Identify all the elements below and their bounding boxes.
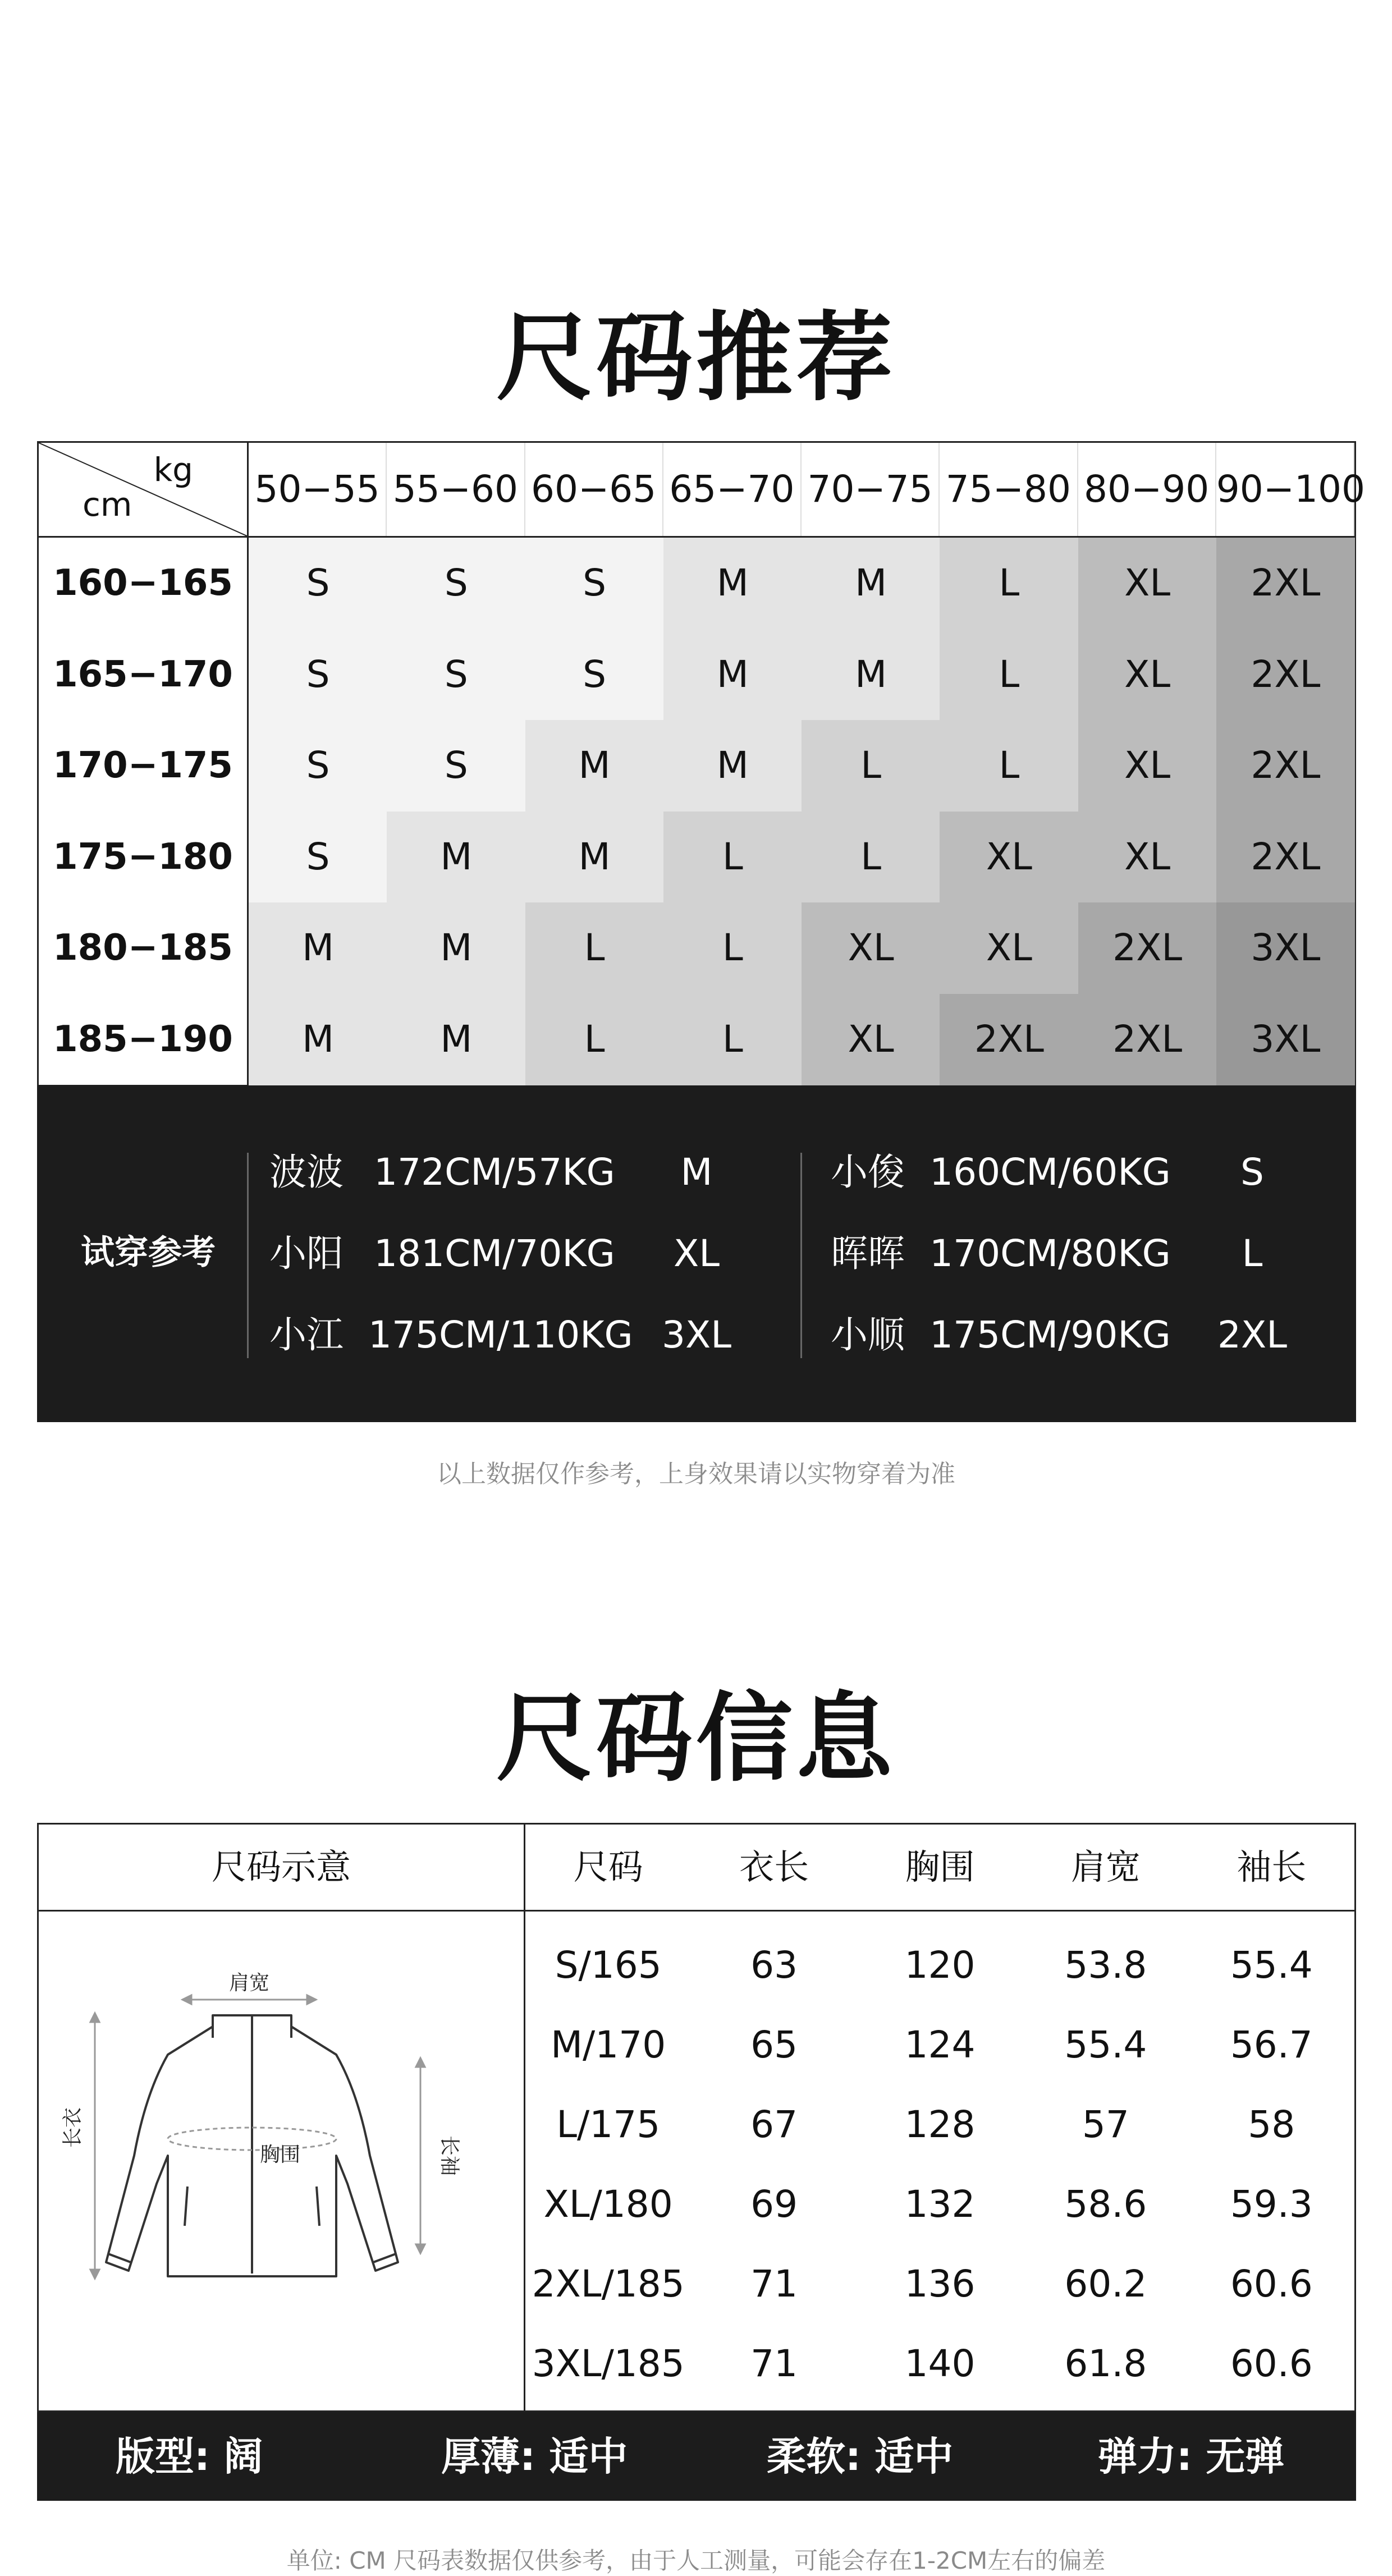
size-cell: XL <box>1078 812 1217 904</box>
size-cell: 2XL <box>940 994 1078 1086</box>
height-range-label: 160−165 <box>39 538 249 629</box>
table-corner <box>39 443 249 536</box>
size-cell: 2XL <box>1216 538 1355 630</box>
size-label-cell: L/175 <box>556 2103 661 2146</box>
size-cell: L <box>663 812 802 904</box>
diagram-header: 尺码示意 <box>211 1846 351 1887</box>
column-header: 衣长 <box>739 1846 809 1887</box>
size-cell: 2XL <box>1078 902 1217 994</box>
corner-cm-label: cm <box>83 485 132 524</box>
try-on-size: 2XL <box>1217 1313 1287 1356</box>
corner-kg-label: kg <box>153 451 193 489</box>
measurement-cell: 56.7 <box>1230 2023 1313 2066</box>
size-cell: 2XL <box>1216 629 1355 721</box>
measurement-cell: 55.4 <box>1064 2023 1147 2066</box>
column-header: 尺码 <box>573 1846 643 1887</box>
shoulder-label: 肩宽 <box>228 1972 270 1995</box>
fabric-attribute: 柔软: 适中 <box>767 2433 954 2479</box>
size-cell: M <box>249 994 387 1086</box>
size-recommend-table <box>37 441 1366 1085</box>
measurement-cell: 55.4 <box>1230 1944 1313 1987</box>
size-cell: L <box>663 994 802 1086</box>
size-cell: S <box>249 812 387 904</box>
size-cell: L <box>525 994 664 1086</box>
try-on-stats: 175CM/90KG <box>929 1313 1171 1356</box>
size-cell: 2XL <box>1216 720 1355 812</box>
size-cell: M <box>525 812 664 904</box>
size-cell: XL <box>1078 538 1217 630</box>
size-cell: S <box>525 538 664 630</box>
size-recommend-title: 尺码推荐 <box>496 301 896 414</box>
size-cell: M <box>663 720 802 812</box>
try-on-name: 小顺 <box>831 1313 905 1356</box>
try-on-name: 小阳 <box>269 1232 344 1275</box>
height-range-label: 165−170 <box>39 629 249 721</box>
weight-range-header: 50−55 <box>249 443 387 536</box>
size-label-cell: M/170 <box>551 2023 666 2066</box>
size-cell: M <box>663 538 802 630</box>
weight-range-header: 75−80 <box>940 443 1078 536</box>
size-info-table <box>37 1823 1356 2412</box>
column-header: 肩宽 <box>1070 1846 1141 1887</box>
try-on-stats: 160CM/60KG <box>929 1151 1171 1194</box>
measurement-cell: 60.6 <box>1230 2262 1313 2305</box>
height-range-label: 175−180 <box>39 812 249 903</box>
weight-range-header: 55−60 <box>387 443 525 536</box>
measurement-cell: 120 <box>904 1944 976 1987</box>
size-cell: S <box>525 629 664 721</box>
size-cell: XL <box>940 902 1078 994</box>
size-cell: S <box>249 720 387 812</box>
size-cell: M <box>387 994 525 1086</box>
size-label-cell: S/165 <box>555 1944 662 1987</box>
divider-line <box>247 1153 249 1358</box>
size-cell: XL <box>802 902 940 994</box>
measurement-cell: 57 <box>1082 2103 1129 2146</box>
fabric-attribute: 厚薄: 适中 <box>441 2433 628 2479</box>
size-label-cell: 3XL/185 <box>532 2342 685 2385</box>
try-on-size: 3XL <box>662 1313 731 1356</box>
chest-label: 胸围 <box>259 2143 301 2166</box>
size-cell: S <box>387 629 525 721</box>
measurement-cell: 69 <box>750 2183 798 2226</box>
sleeve-label: 长袖 <box>438 2135 461 2176</box>
try-on-size: S <box>1240 1151 1264 1194</box>
weight-range-header: 65−70 <box>663 443 802 536</box>
measurement-cell: 132 <box>904 2183 976 2226</box>
unit-note: 单位: CM 尺码表数据仅供参考，由于人工测量，可能会存在1-2CM左右的偏差 <box>286 2547 1106 2574</box>
header-divider <box>39 1910 1354 1912</box>
size-cell: L <box>802 812 940 904</box>
measurement-cell: 67 <box>750 2103 798 2146</box>
size-cell: S <box>249 629 387 721</box>
try-on-reference <box>37 1085 1356 1422</box>
try-on-stats: 170CM/80KG <box>929 1232 1171 1275</box>
try-on-label: 试穿参考 <box>81 1233 216 1272</box>
size-cell: XL <box>1078 629 1217 721</box>
try-on-name: 晖晖 <box>831 1232 905 1275</box>
size-cell: M <box>249 902 387 994</box>
try-on-size: M <box>680 1151 713 1194</box>
try-on-size: L <box>1242 1232 1263 1275</box>
size-cell: S <box>387 538 525 630</box>
size-label-cell: XL/180 <box>543 2183 673 2226</box>
measurement-cell: 60.6 <box>1230 2342 1313 2385</box>
try-on-stats: 172CM/57KG <box>374 1151 615 1194</box>
height-range-label: 170−175 <box>39 720 249 812</box>
try-on-name: 小江 <box>269 1313 344 1356</box>
size-cell: M <box>802 629 940 721</box>
size-cell: L <box>940 629 1078 721</box>
height-range-label: 180−185 <box>39 902 249 994</box>
weight-range-header: 60−65 <box>525 443 663 536</box>
weight-range-header: 70−75 <box>802 443 940 536</box>
size-cell: M <box>387 902 525 994</box>
measurement-cell: 59.3 <box>1230 2183 1313 2226</box>
column-header: 袖长 <box>1237 1846 1307 1887</box>
size-cell: L <box>940 538 1078 630</box>
try-on-stats: 175CM/110KG <box>368 1313 633 1356</box>
try-on-name: 波波 <box>269 1151 344 1194</box>
measurement-cell: 71 <box>750 2342 798 2385</box>
height-range-label: 185−190 <box>39 994 249 1085</box>
size-cell: 2XL <box>1078 994 1217 1086</box>
size-cell: L <box>525 902 664 994</box>
size-cell: XL <box>1078 720 1217 812</box>
measurement-cell: 140 <box>904 2342 976 2385</box>
measurement-cell: 60.2 <box>1064 2262 1147 2305</box>
measurement-cell: 58 <box>1248 2103 1295 2146</box>
size-label-cell: 2XL/185 <box>532 2262 685 2305</box>
size-cell: L <box>663 902 802 994</box>
column-header: 胸围 <box>905 1846 975 1887</box>
size-cell: L <box>940 720 1078 812</box>
measurement-cell: 65 <box>750 2023 798 2066</box>
fabric-attribute: 版型: 阔 <box>116 2433 263 2479</box>
measurement-cell: 71 <box>750 2262 798 2305</box>
measurement-cell: 128 <box>904 2103 976 2146</box>
size-cell: S <box>387 720 525 812</box>
try-on-stats: 181CM/70KG <box>374 1232 615 1275</box>
jacket-diagram <box>61 1970 477 2296</box>
length-label: 长衣 <box>61 2107 84 2148</box>
size-info-title: 尺码信息 <box>496 1682 896 1795</box>
measurement-cell: 136 <box>904 2262 976 2305</box>
size-cell: M <box>663 629 802 721</box>
try-on-name: 小俊 <box>831 1151 905 1194</box>
try-on-size: XL <box>674 1232 720 1275</box>
measurement-cell: 61.8 <box>1064 2342 1147 2385</box>
corner-diagonal <box>39 443 249 536</box>
size-cell: XL <box>940 812 1078 904</box>
size-cell: M <box>802 538 940 630</box>
measurement-cell: 124 <box>904 2023 976 2066</box>
size-cell: 3XL <box>1216 994 1355 1086</box>
size-cell: 2XL <box>1216 812 1355 904</box>
fabric-attributes-bar <box>37 2412 1356 2501</box>
size-cell: S <box>249 538 387 630</box>
size-cell: L <box>802 720 940 812</box>
size-cell: XL <box>802 994 940 1086</box>
measurement-cell: 63 <box>750 1944 798 1987</box>
weight-range-header: 90−100 <box>1216 443 1354 536</box>
fabric-attribute: 弹力: 无弹 <box>1098 2433 1285 2479</box>
weight-header-row <box>39 443 1366 538</box>
size-cell: M <box>525 720 664 812</box>
size-cell: M <box>387 812 525 904</box>
measurement-cell: 53.8 <box>1064 1944 1147 1987</box>
divider-line <box>800 1153 802 1358</box>
weight-range-header: 80−90 <box>1078 443 1216 536</box>
reference-note: 以上数据仅作参考，上身效果请以实物穿着为准 <box>437 1460 955 1488</box>
size-cell: 3XL <box>1216 902 1355 994</box>
measurement-cell: 58.6 <box>1064 2183 1147 2226</box>
